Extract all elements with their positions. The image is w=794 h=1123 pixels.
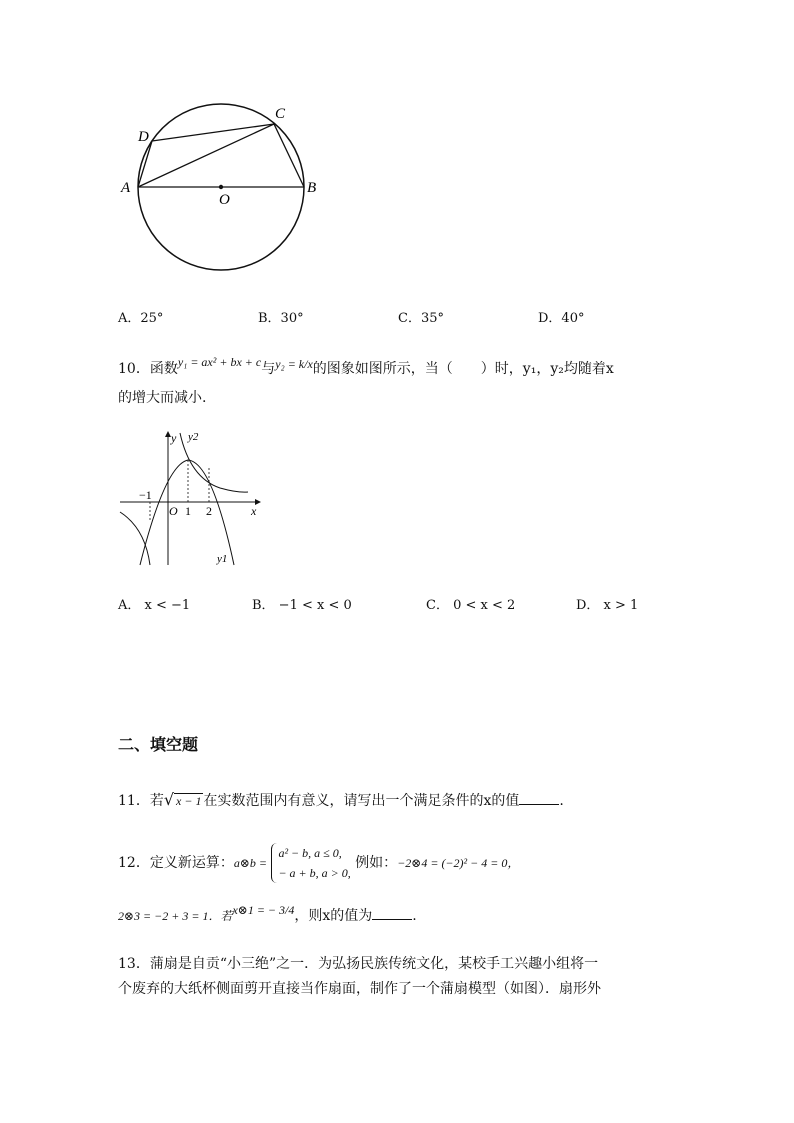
- segment-cb: [274, 124, 304, 187]
- q12-case1: a² − b, a ≤ 0,: [278, 846, 342, 860]
- q12-line2: [118, 905, 417, 925]
- q10-stem: [118, 355, 614, 378]
- q13-line1: 13．蒲扇是自贡“小三绝”之一．为弘扬民族传统文化，某校手工兴趣小组将一: [118, 956, 599, 972]
- graph-label-origin: O: [169, 504, 178, 518]
- q9-option-c: C．35°: [398, 311, 444, 326]
- q10-option-b: B． −1 < x < 0: [252, 598, 352, 613]
- q10-y2-expression: y₂ = k/x: [275, 357, 313, 371]
- graph-label-one: 1: [185, 504, 191, 518]
- sqrt-sign: √: [163, 790, 175, 809]
- label-b: B: [307, 180, 317, 196]
- q10-y1-expression: y₁ = ax² + bx + c: [177, 355, 262, 369]
- graph-label-x: x: [251, 504, 257, 518]
- q12-end: .: [412, 908, 417, 924]
- q12-def-lhs: a⊗b =: [233, 856, 267, 870]
- q12-example-label: 例如：: [355, 855, 398, 871]
- y2-curve-left: [120, 512, 150, 565]
- graph-label-neg1: −1: [139, 488, 152, 502]
- label-o: O: [219, 192, 230, 208]
- q11: [118, 790, 564, 810]
- q10-number: 10．: [118, 361, 150, 377]
- q11-number: 11．: [118, 793, 150, 809]
- q11-answer-blank[interactable]: [519, 792, 559, 805]
- function-graph: [115, 425, 270, 570]
- q13-line2: 个废弃的大纸杯侧面剪开直接当作扇面，制作了一个蒲扇模型（如图）．扇形外: [118, 981, 601, 997]
- q12-ask: ，则x的值为: [294, 908, 373, 924]
- q10-stem-rest: 的图象如图所示，当（ ）时，y₁，y₂均随着x: [312, 361, 614, 377]
- q11-post: 在实数范围内有意义，请写出一个满足条件的x的值: [203, 793, 520, 809]
- label-c: C: [275, 106, 286, 122]
- q12-label: 定义新运算：: [149, 855, 234, 871]
- segment-ad: [138, 141, 152, 187]
- q10-stem-line2: 的增大而减小.: [118, 390, 207, 406]
- graph-label-y1: y1: [217, 553, 228, 565]
- label-a: A: [121, 180, 131, 196]
- q12-example2: 2⊗3 = −2 + 3 = 1．若: [118, 909, 233, 923]
- q10-option-c: C． 0 < x < 2: [426, 598, 516, 613]
- q12-example1: −2⊗4 = (−2)² − 4 = 0，: [397, 856, 520, 870]
- q12-number: 12．: [118, 855, 150, 871]
- q12-case2: − a + b, a > 0,: [278, 866, 351, 880]
- section-title: 二、填空题: [118, 735, 199, 754]
- q12-given: x⊗1 = − 3/4: [232, 903, 295, 917]
- circle-figure: [110, 95, 340, 285]
- q11-radicand: x − 1: [176, 794, 202, 808]
- label-d: D: [138, 129, 149, 145]
- q10-mid: 与: [261, 361, 276, 377]
- q9-option-b: B．30°: [258, 311, 304, 326]
- q11-pre: 若: [149, 793, 164, 809]
- graph-label-two: 2: [206, 504, 212, 518]
- q9-option-a: A．25°: [118, 311, 164, 326]
- q10-option-d: D． x > 1: [576, 598, 639, 613]
- q12-line1: [118, 843, 519, 883]
- center-dot: [219, 185, 223, 189]
- q12-answer-blank[interactable]: [372, 907, 412, 920]
- q10-prefix: 函数: [149, 361, 178, 377]
- q9-option-d: D．40°: [538, 311, 585, 326]
- graph-label-y2: y2: [188, 431, 199, 443]
- q12-cases: [271, 843, 350, 883]
- q10-option-a: A． x < −1: [118, 598, 191, 613]
- graph-label-y: y: [171, 431, 177, 445]
- q11-end: .: [559, 793, 564, 809]
